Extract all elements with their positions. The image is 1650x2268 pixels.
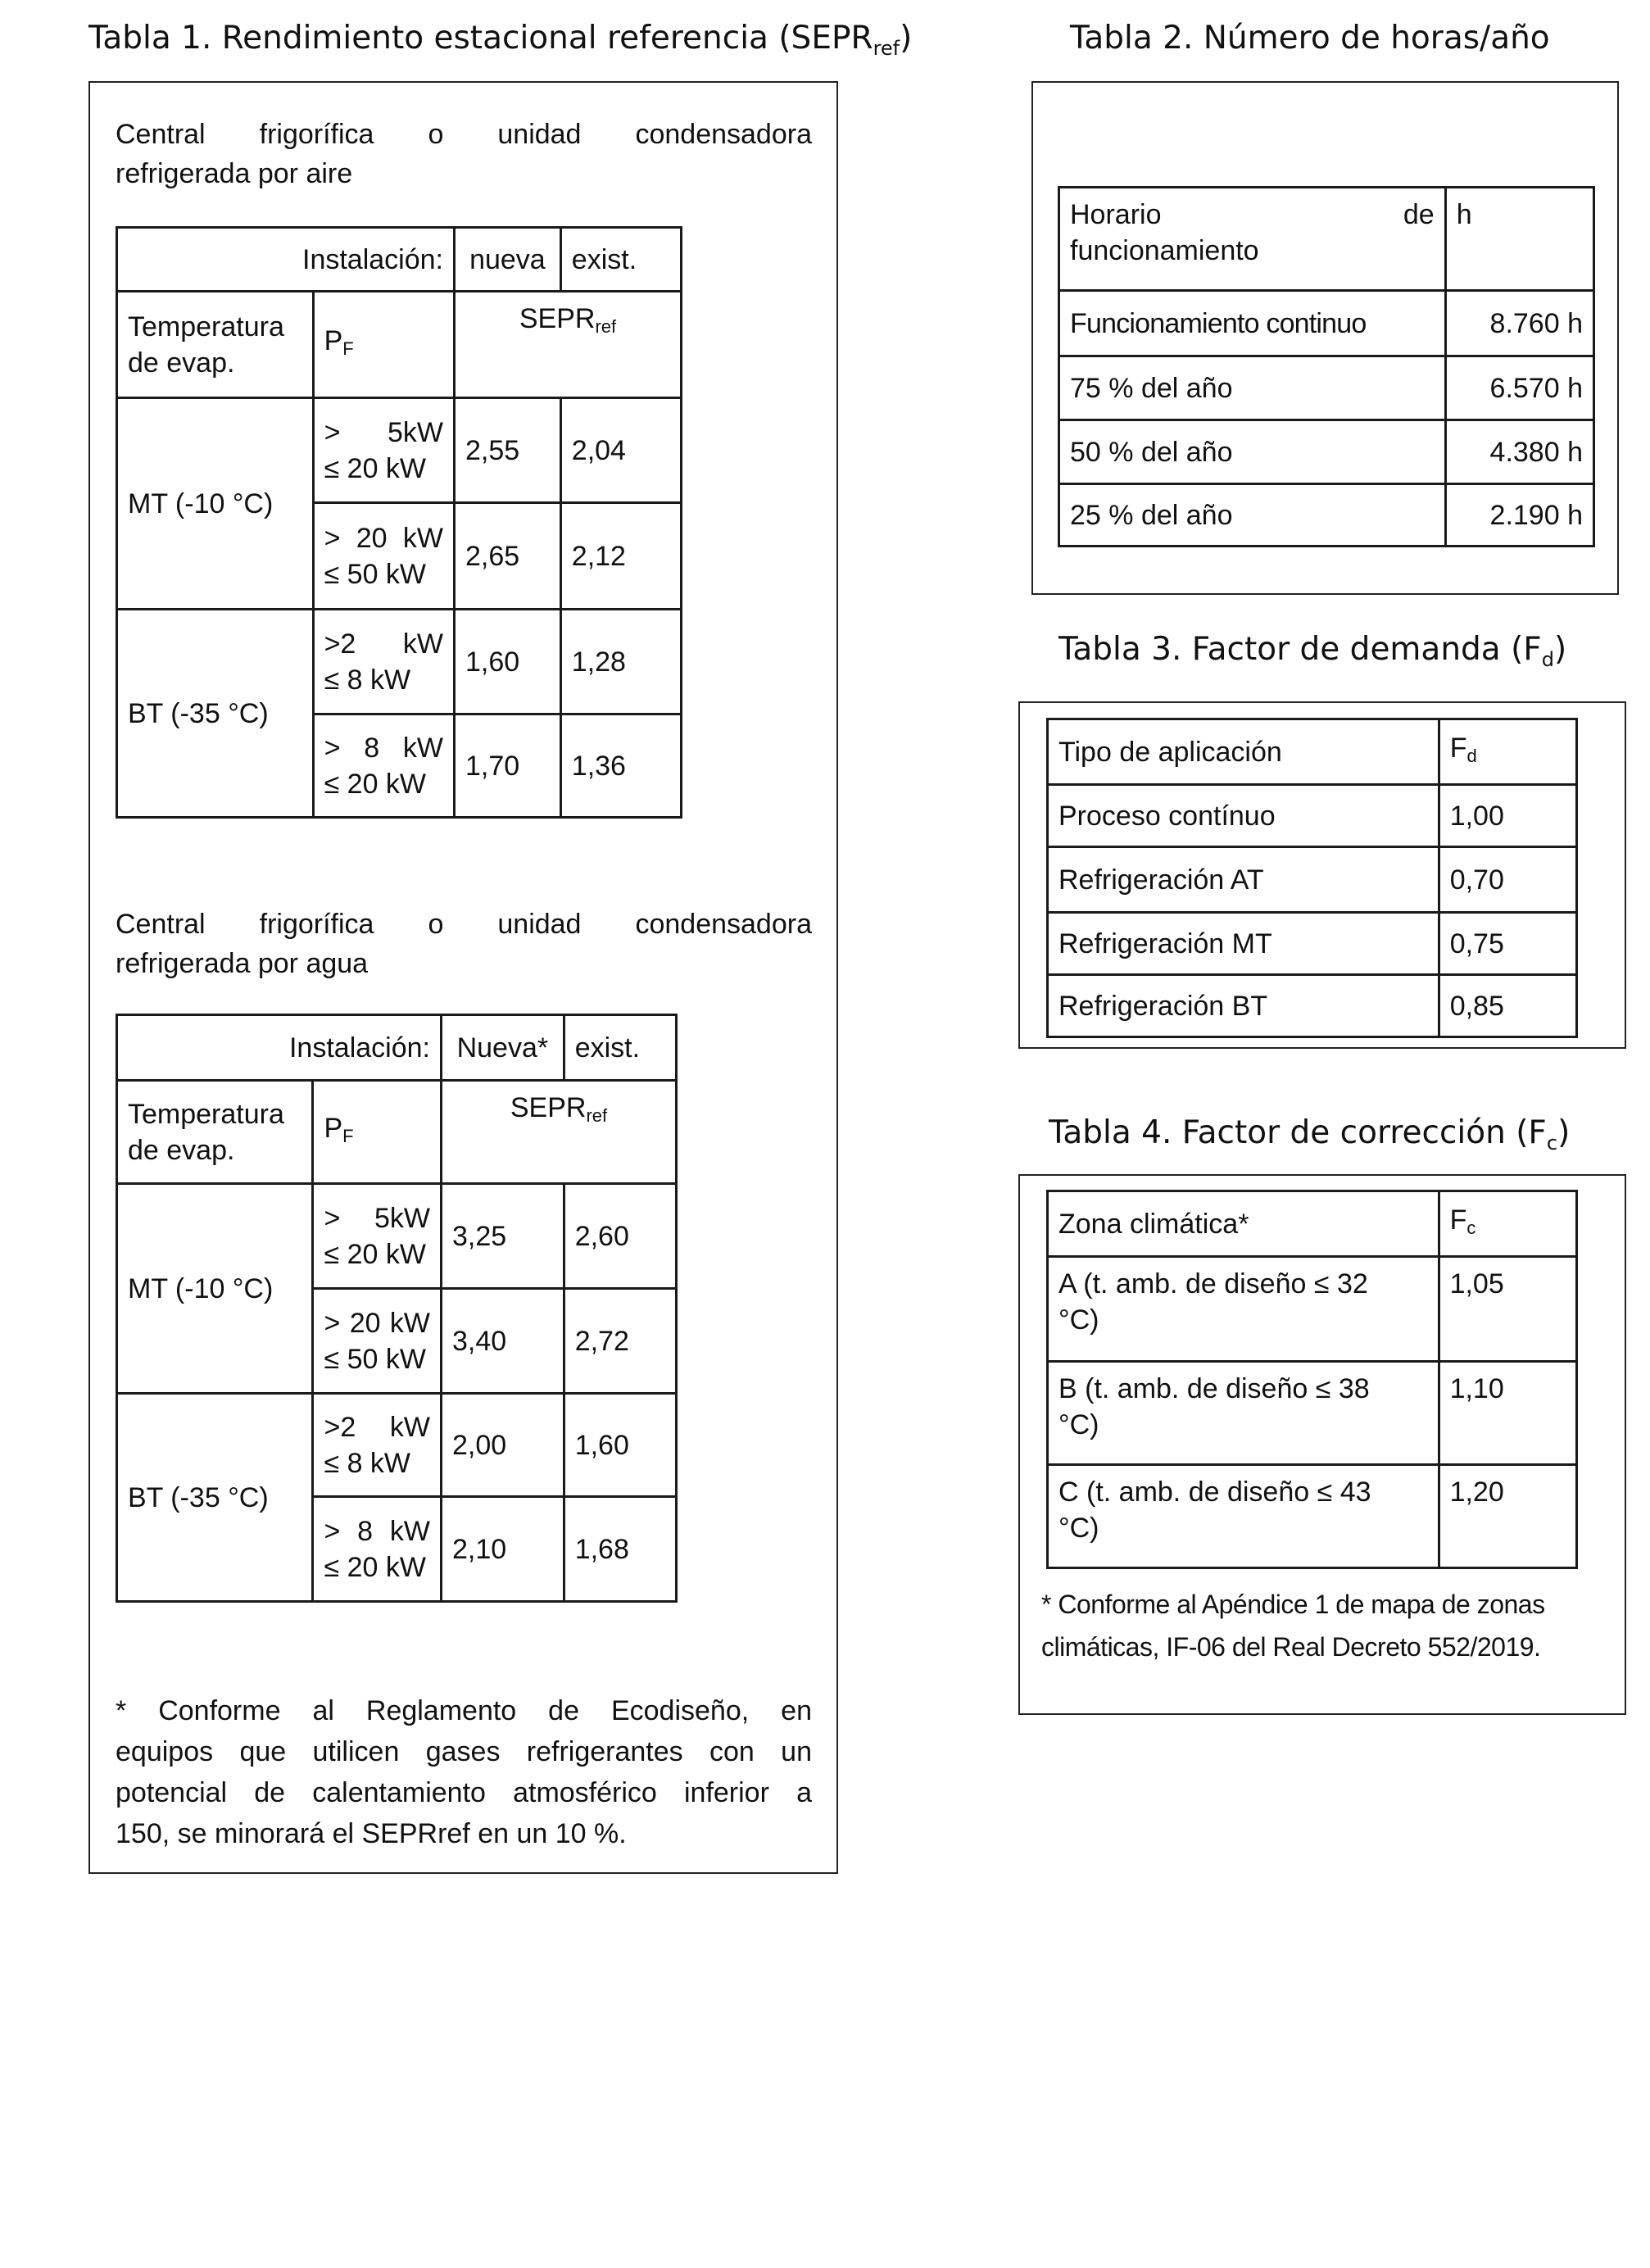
power-range: > 8 kW ≤ 20 kW <box>313 714 454 818</box>
pf-header: $P_F$ <box>313 292 454 398</box>
fc-value: 1,10 <box>1439 1362 1576 1465</box>
sepr-exist: 2,12 <box>560 503 681 610</box>
table-row <box>1048 1257 1577 1362</box>
fc-header: $F_c$ <box>1439 1191 1576 1257</box>
fd-header: $F_d$ <box>1439 719 1576 785</box>
sepr-new: 2,55 <box>455 398 561 503</box>
hours-value: 2.190 h <box>1445 484 1593 547</box>
hours-value: 8.760 h <box>1445 291 1593 356</box>
power-range: > 5kW ≤ 20 kW <box>313 398 454 503</box>
schedule-label: 25 % del año <box>1059 484 1446 547</box>
sepr-new: 2,00 <box>441 1394 564 1497</box>
fd-value: 0,70 <box>1439 847 1576 913</box>
sepr-header: $SEPR_{ref}$ <box>455 292 682 398</box>
application-label: Proceso contínuo <box>1048 785 1439 847</box>
zone-label: A (t. amb. de diseño ≤ 32 °C) <box>1048 1257 1439 1362</box>
application-label: Refrigeración MT <box>1048 913 1439 975</box>
table-row <box>1059 484 1594 547</box>
table3-title: Tabla 3. Factor de demanda $(F_d)$ <box>1058 631 1567 671</box>
table1-title: Tabla 1. Rendimiento estacional referencia $(SEPR_{ref})$ <box>88 20 913 60</box>
sepr-exist: 2,60 <box>564 1184 676 1289</box>
sepr-exist: 1,36 <box>560 714 681 818</box>
schedule-label: 50 % del año <box>1059 420 1446 484</box>
table4-footnote: * Conforme al Apéndice 1 de mapa de zonas climáticas, IF-06 del Real Decreto 552/2019. <box>1041 1590 1545 1662</box>
col-new: Nueva* <box>441 1015 564 1081</box>
correction-factor-table <box>1046 1190 1578 1569</box>
sepr-new: 3,40 <box>441 1289 564 1394</box>
table-row <box>1048 1465 1577 1568</box>
application-label: Refrigeración BT <box>1048 975 1439 1037</box>
table1-footnote: * Conforme al Reglamento de Ecodiseño, en equipos que utilicen gases refrigerantes con un potencial de calentamiento atmosférico inferior a 150, se minorará el SEPRref en un 10 %. <box>116 1695 812 1849</box>
air-cooled-table <box>116 226 682 819</box>
table4-title: Tabla 4. Factor de corrección $(F_c)$ <box>1049 1114 1571 1154</box>
sepr-exist: 2,04 <box>560 398 681 503</box>
fc-value: 1,20 <box>1439 1465 1576 1568</box>
table-row <box>1059 356 1594 420</box>
table-row <box>117 398 682 503</box>
power-range: > 8 kW ≤ 20 kW <box>313 1497 442 1602</box>
sepr-exist: 2,72 <box>564 1289 676 1394</box>
group-bt: BT (-35 °C) <box>117 610 314 818</box>
sepr-header: $SEPR_{ref}$ <box>441 1081 676 1184</box>
power-range: >2 kW ≤ 8 kW <box>313 1394 442 1497</box>
col-new: nueva <box>455 228 561 292</box>
table-row <box>1059 291 1594 356</box>
power-range: >2 kW ≤ 8 kW <box>313 610 454 714</box>
evap-temp-header: Temperatura de evap. <box>117 1081 313 1184</box>
table-row <box>1048 975 1577 1037</box>
fd-value: 1,00 <box>1439 785 1576 847</box>
sepr-new: 1,70 <box>455 714 561 818</box>
sepr-exist: 1,60 <box>564 1394 676 1497</box>
table-row <box>117 1394 677 1497</box>
water-section-heading: Central frigorífica o unidad condensadora refrigerada por agua <box>116 909 812 979</box>
demand-factor-table <box>1046 718 1578 1038</box>
table-row <box>117 610 682 714</box>
sepr-new: 2,65 <box>455 503 561 610</box>
zone-label: B (t. amb. de diseño ≤ 38 °C) <box>1048 1362 1439 1465</box>
sepr-new: 3,25 <box>441 1184 564 1289</box>
power-range: > 5kW ≤ 20 kW <box>313 1184 442 1289</box>
installation-label: Instalación: <box>117 1015 442 1081</box>
schedule-label: 75 % del año <box>1059 356 1446 420</box>
power-range: > 20 kW ≤ 50 kW <box>313 1289 442 1394</box>
application-label: Refrigeración AT <box>1048 847 1439 913</box>
table-row <box>1048 847 1577 913</box>
fc-value: 1,05 <box>1439 1257 1576 1362</box>
water-cooled-table <box>116 1014 678 1603</box>
schedule-header: Horario de funcionamiento <box>1059 188 1446 291</box>
table-row <box>1048 1362 1577 1465</box>
hours-value: 4.380 h <box>1445 420 1593 484</box>
table-row <box>1059 420 1594 484</box>
hours-value: 6.570 h <box>1445 356 1593 420</box>
pf-header: $P_F$ <box>313 1081 442 1184</box>
zone-label: C (t. amb. de diseño ≤ 43 °C) <box>1048 1465 1439 1568</box>
table-row <box>1048 785 1577 847</box>
fd-value: 0,75 <box>1439 913 1576 975</box>
table-row <box>117 1184 677 1289</box>
col-existing: exist. <box>564 1015 676 1081</box>
col-existing: exist. <box>560 228 681 292</box>
climate-zone-header: Zona climática* <box>1048 1191 1439 1257</box>
group-mt: MT (-10 °C) <box>117 398 314 610</box>
table2-title: Tabla 2. Número de horas/año <box>1070 20 1550 57</box>
sepr-exist: 1,68 <box>564 1497 676 1602</box>
air-section-heading: Central frigorífica o unidad condensadora refrigerada por aire <box>116 119 812 189</box>
power-range: > 20 kW ≤ 50 kW <box>313 503 454 610</box>
installation-label: Instalación: <box>117 228 455 292</box>
hours-table <box>1058 186 1595 547</box>
schedule-label: Funcionamiento continuo <box>1059 291 1446 356</box>
sepr-exist: 1,28 <box>560 610 681 714</box>
group-mt: MT (-10 °C) <box>117 1184 313 1394</box>
evap-temp-header: Temperatura de evap. <box>117 292 314 398</box>
hours-header: h <box>1445 188 1593 291</box>
application-type-header: Tipo de aplicación <box>1048 719 1439 785</box>
sepr-new: 2,10 <box>441 1497 564 1602</box>
table-row <box>1048 913 1577 975</box>
group-bt: BT (-35 °C) <box>117 1394 313 1602</box>
fd-value: 0,85 <box>1439 975 1576 1037</box>
sepr-new: 1,60 <box>455 610 561 714</box>
